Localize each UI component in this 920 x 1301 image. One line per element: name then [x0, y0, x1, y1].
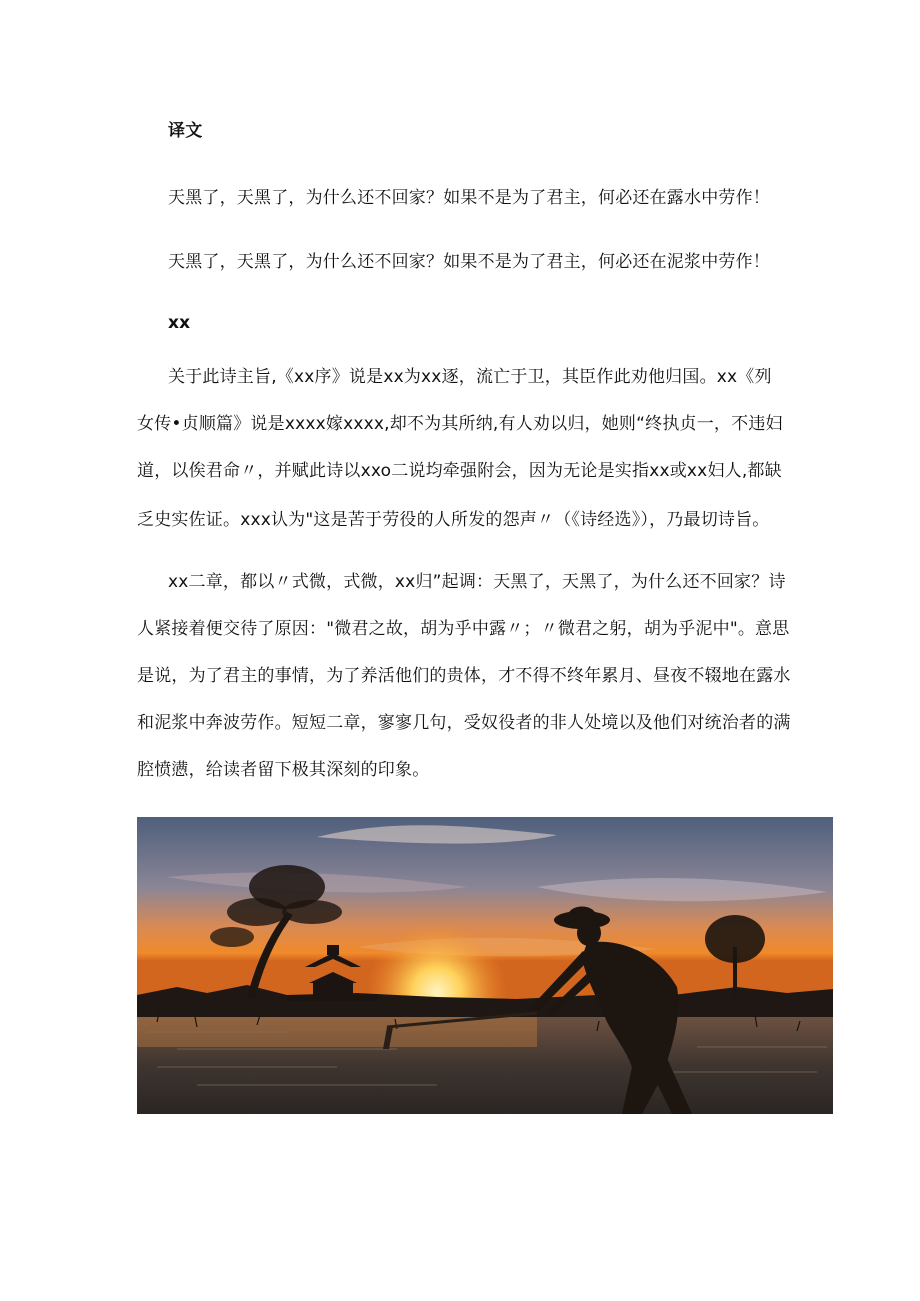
paragraph2-line-5: 腔愤懑，给读者留下极其深刻的印象。	[137, 760, 430, 780]
farmer-sunset-illustration	[137, 817, 833, 1114]
paragraph1-line-3: 道，以俟君命〃，并赋此诗以xxo二说均牵强附会，因为无论是实指xx或xx妇人,都缺	[137, 461, 782, 481]
translation-line-1: 天黑了，天黑了，为什么还不回家？如果不是为了君主，何必还在露水中劳作！	[168, 188, 770, 208]
paragraph1-line-1: 关于此诗主旨,《xx序》说是xx为xx逐，流亡于卫，其臣作此劝他归国。xx《列	[168, 367, 772, 387]
paragraph1-line-2: 女传•贞顺篇》说是xxxx嫁xxxx,却不为其所纳,有人劝以归，她则“终执贞一，不违妇	[137, 414, 783, 434]
translation-line-2: 天黑了，天黑了，为什么还不回家？如果不是为了君主，何必还在泥浆中劳作！	[168, 252, 770, 272]
section-heading-xx: xx	[168, 313, 191, 333]
paragraph1-line-4: 乏史实佐证。xxx认为"这是苦于劳役的人所发的怨声〃（《诗经选》），乃最切诗旨。	[137, 510, 770, 530]
paragraph2-line-4: 和泥浆中奔波劳作。短短二章，寥寥几句，受奴役者的非人处境以及他们对统治者的满	[137, 713, 791, 733]
section-heading-translation: 译文	[168, 121, 203, 141]
paragraph2-line-1: xx二章，都以〃式微，式微，xx归”起调：天黑了，天黑了，为什么还不回家？诗	[168, 572, 786, 592]
paragraph2-line-2: 人紧接着便交待了原因："微君之故，胡为乎中露〃；〃微君之躬，胡为乎泥中"。意思	[137, 619, 790, 639]
paragraph2-line-3: 是说，为了君主的事情，为了养活他们的贵体，才不得不终年累月、昼夜不辍地在露水	[137, 666, 791, 686]
